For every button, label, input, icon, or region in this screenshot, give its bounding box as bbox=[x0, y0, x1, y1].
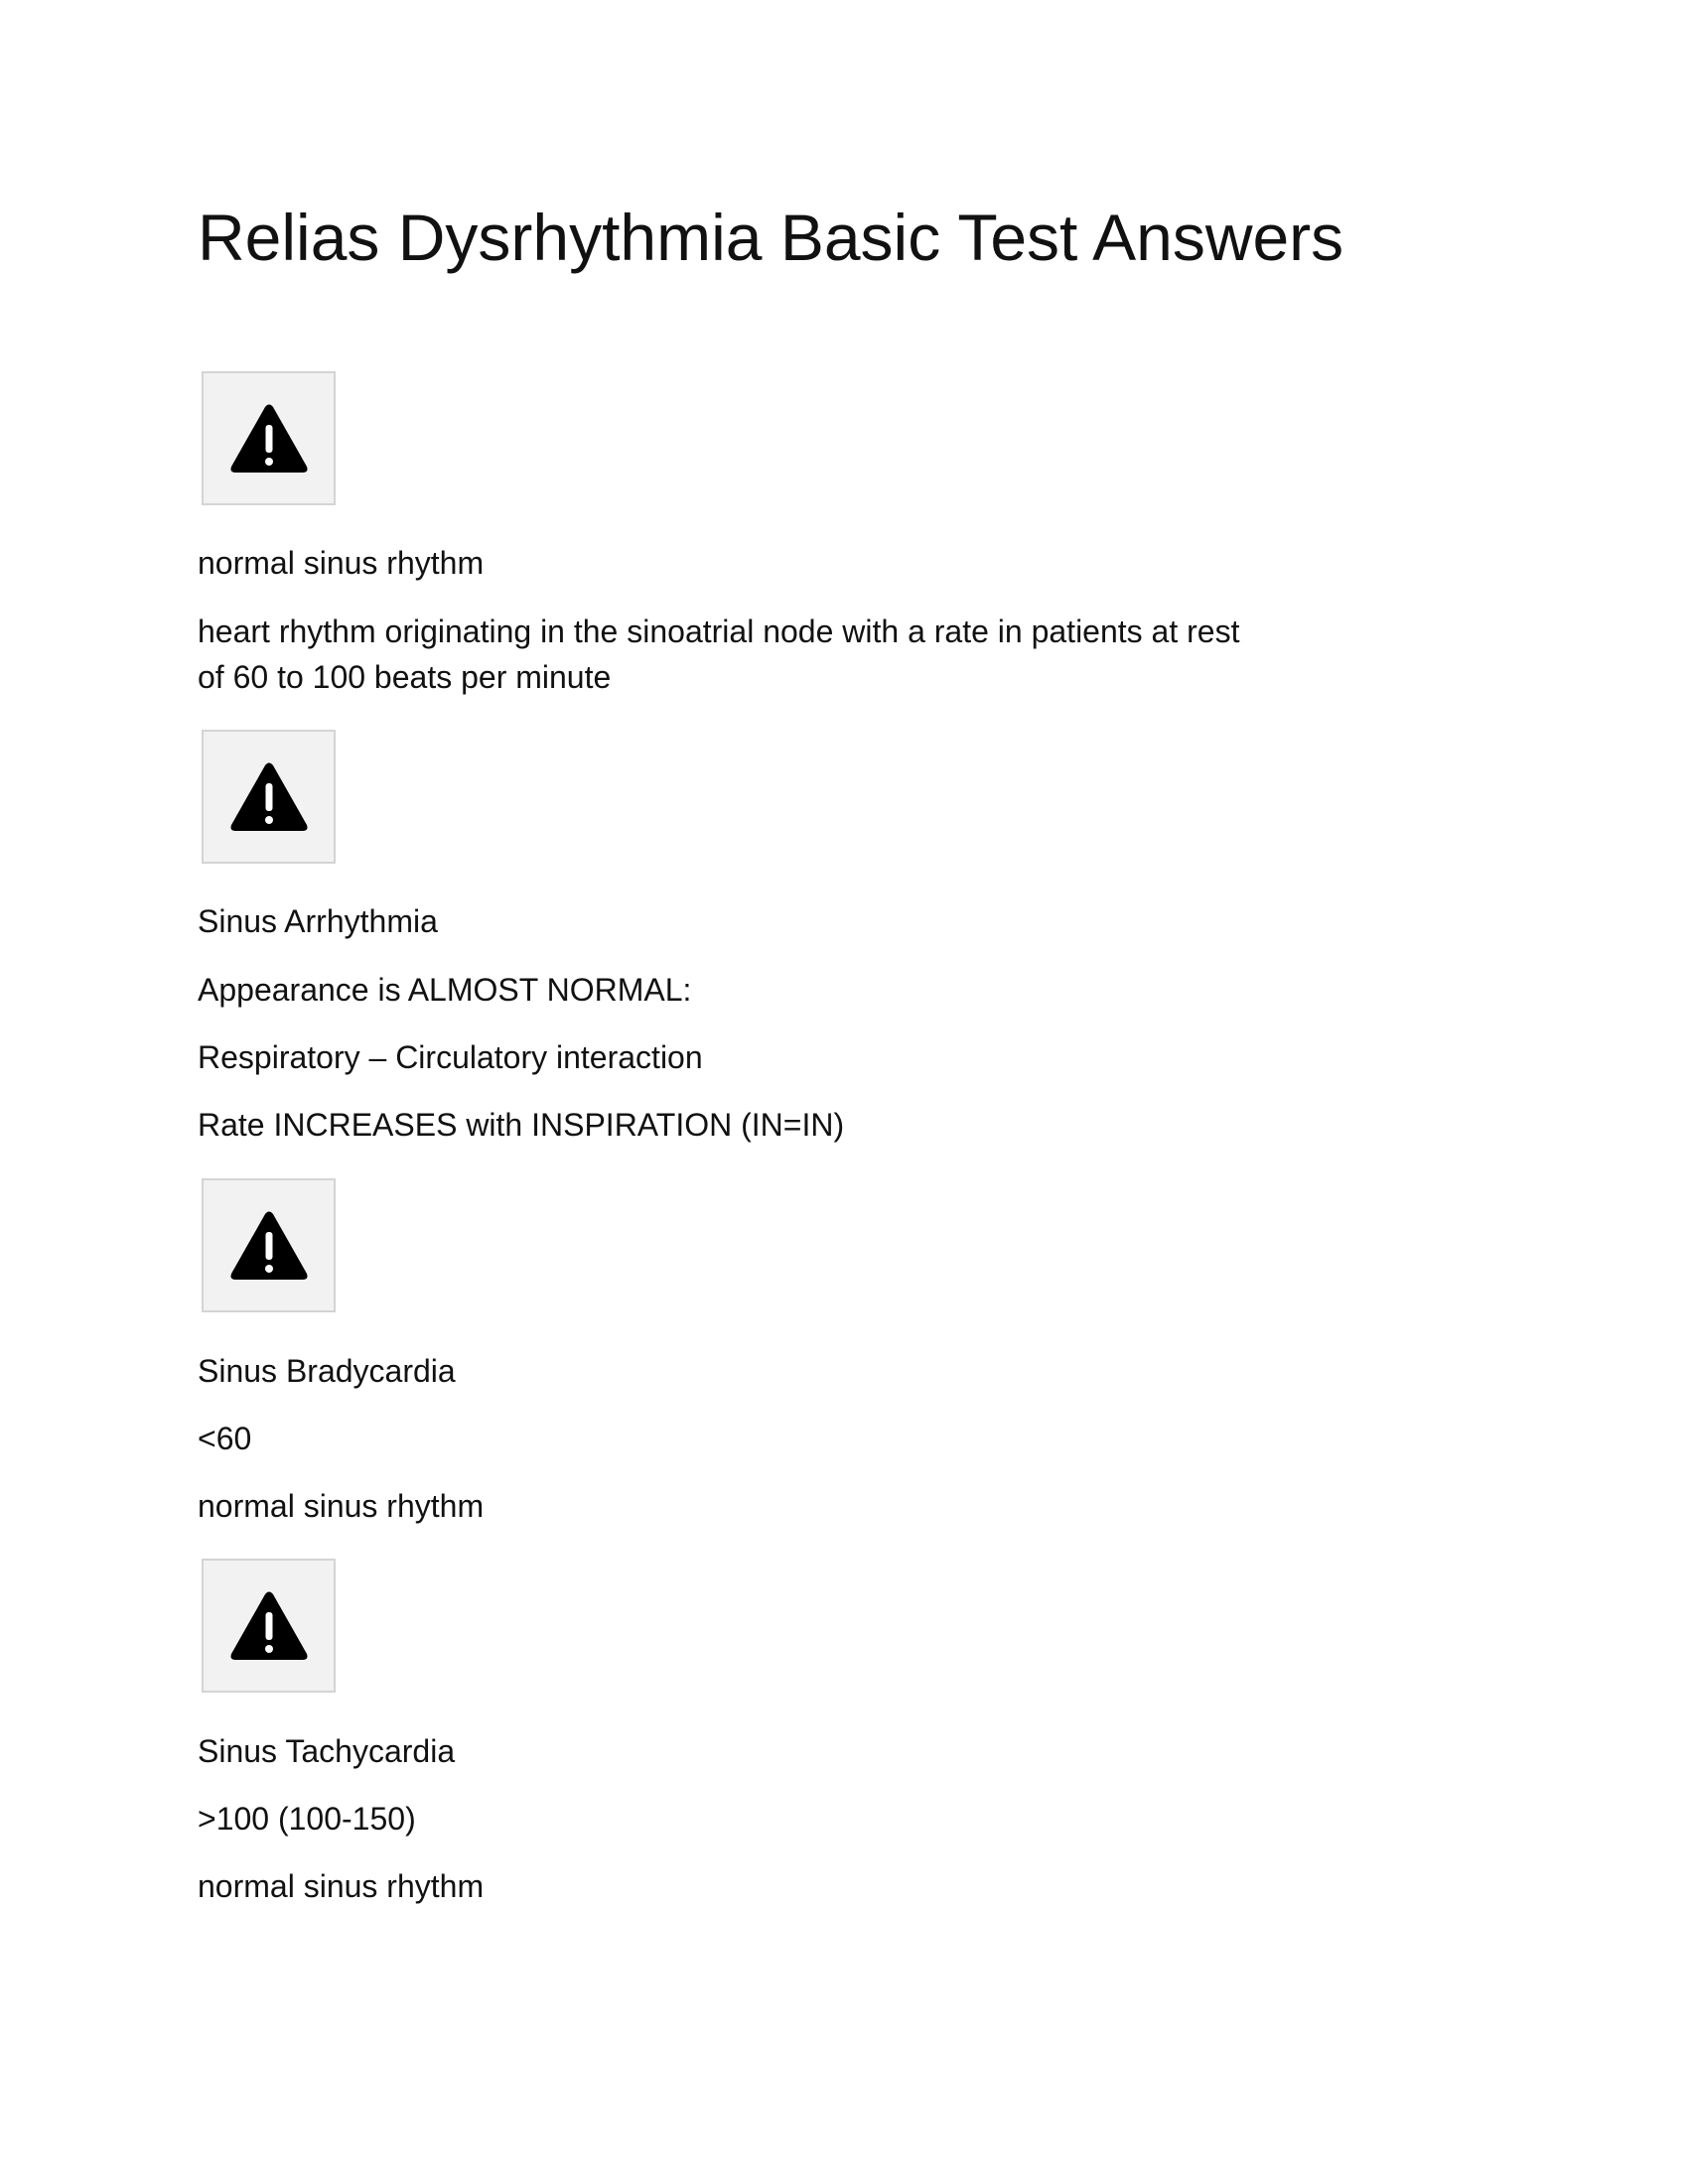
broken-image-placeholder bbox=[202, 371, 336, 505]
card-definition: normal sinus rhythm bbox=[198, 1488, 485, 1524]
broken-image-placeholder bbox=[202, 1178, 336, 1312]
card-definition: normal sinus rhythm bbox=[198, 1868, 485, 1904]
warning-icon bbox=[229, 1210, 309, 1282]
document-title: Relias Dysrhythmia Basic Test Answers bbox=[198, 201, 1344, 274]
broken-image-placeholder bbox=[202, 1559, 336, 1693]
card-term: Sinus Tachycardia bbox=[198, 1733, 456, 1769]
card-definition: Respiratory – Circulatory interaction bbox=[198, 1039, 703, 1075]
warning-icon bbox=[229, 1590, 309, 1662]
card-definition: Rate INCREASES with INSPIRATION (IN=IN) bbox=[198, 1107, 845, 1143]
card-term: Sinus Bradycardia bbox=[198, 1353, 456, 1389]
warning-icon bbox=[229, 761, 309, 833]
card-definition: <60 bbox=[198, 1421, 252, 1456]
broken-image-placeholder bbox=[202, 730, 336, 864]
card-definition: of 60 to 100 beats per minute bbox=[198, 659, 612, 695]
card-term: normal sinus rhythm bbox=[198, 545, 485, 581]
card-term: Sinus Arrhythmia bbox=[198, 903, 438, 939]
warning-icon bbox=[229, 403, 309, 475]
card-definition: heart rhythm originating in the sinoatrial node with a rate in patients at rest bbox=[198, 614, 1240, 649]
card-definition: >100 (100-150) bbox=[198, 1801, 416, 1837]
card-definition: Appearance is ALMOST NORMAL: bbox=[198, 972, 692, 1008]
